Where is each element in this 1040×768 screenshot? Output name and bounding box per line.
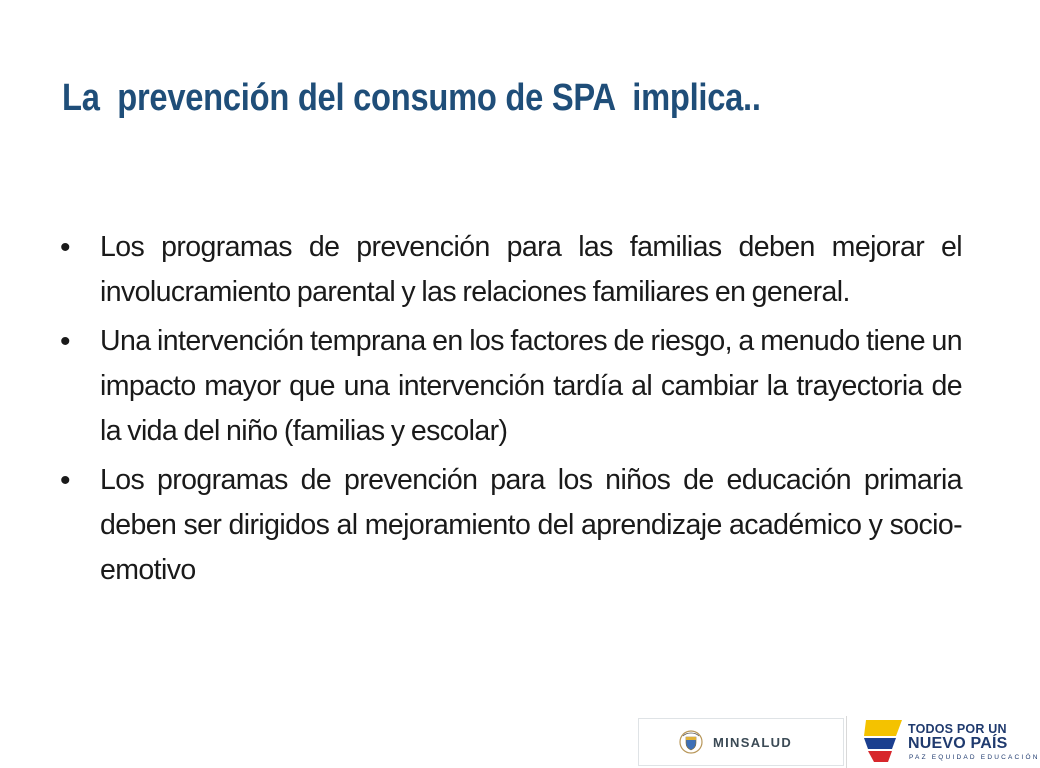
bullet-marker: •	[60, 231, 71, 264]
bullet-item	[60, 225, 962, 315]
bullet-list	[60, 225, 962, 597]
logo-line-paz-equidad-educacion: PAZ EQUIDAD EDUCACIÓN	[909, 754, 1040, 761]
logo-line-nuevo-pais: NUEVO PAÍS	[908, 735, 1008, 752]
todos-por-un-nuevo-pais-logo	[862, 714, 1040, 768]
bullet-marker: •	[60, 464, 71, 497]
bullet-text: Una intervención temprana en los factores de riesgo, a menudo tiene un impacto mayor que una intervención tardía al cambiar la trayectoria de la vida del niño (familias y escolar)	[100, 325, 962, 447]
logo-divider	[846, 716, 847, 768]
coat-of-arms-icon	[679, 730, 703, 754]
minsalud-wordmark: MINSALUD	[713, 734, 793, 750]
logo-line-todos-por-un: TODOS POR UN	[908, 722, 1007, 736]
colombia-flag-mark-icon	[862, 716, 906, 766]
minsalud-logo	[638, 718, 844, 766]
bullet-marker: •	[60, 325, 71, 358]
slide-title: La prevención del consumo de SPA implica..	[62, 77, 761, 119]
bullet-text: Los programas de prevención para los niños de educación primaria deben ser dirigidos al mejoramiento del aprendizaje académico y socio-emotivo	[100, 464, 962, 586]
footer-logos	[636, 712, 1040, 768]
bullet-item	[60, 319, 962, 454]
bullet-item	[60, 458, 962, 593]
bullet-text: Los programas de prevención para las familias deben mejorar el involucramiento parental y las relaciones familiares en general.	[100, 231, 962, 308]
